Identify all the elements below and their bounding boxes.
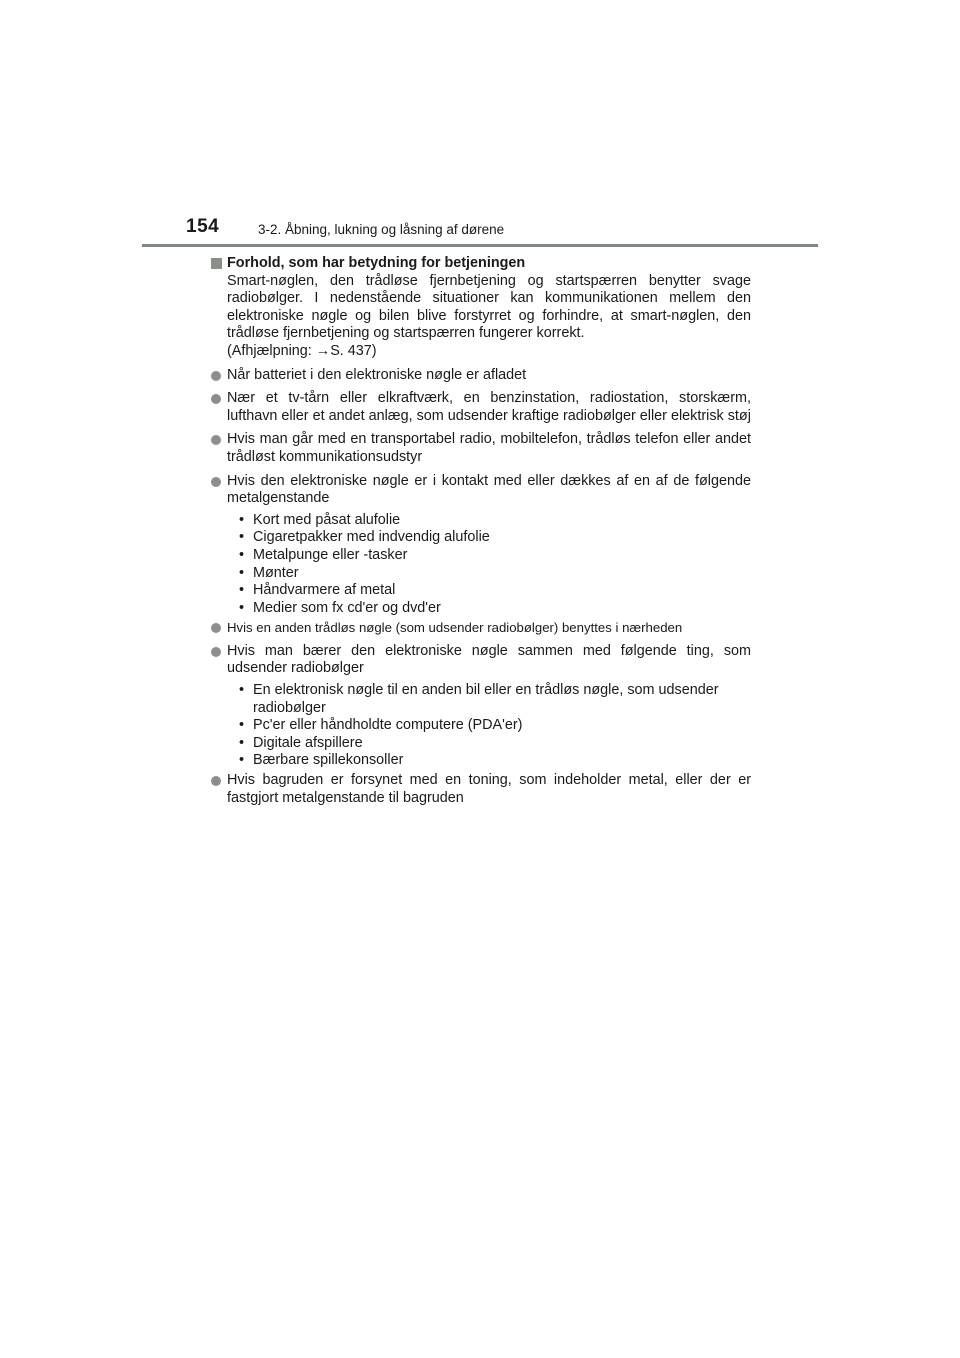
dot-icon: •	[239, 717, 245, 734]
list-item	[211, 772, 751, 807]
dot-icon: •	[239, 564, 245, 581]
intro-paragraph	[211, 273, 751, 361]
metal-objects-list	[211, 512, 751, 618]
content	[211, 255, 751, 807]
sub-list-item	[239, 582, 751, 600]
circle-bullet-icon	[211, 623, 221, 633]
dot-icon: •	[239, 752, 245, 769]
list-item-text: Hvis den elektroniske nøgle er i kontakt med eller dækkes af en af de følgende metalgenstande	[227, 472, 751, 507]
running-header: 3-2. Åbning, lukning og låsning af dørene	[258, 222, 505, 237]
list-item	[211, 619, 751, 637]
sub-list-item-text: En elektronisk nøgle til en anden bil eller en trådløs nøgle, som udsender radiobølger	[253, 682, 719, 716]
radio-objects-list	[211, 682, 751, 770]
sub-list-item-text: Mønter	[253, 564, 299, 581]
dot-icon: •	[239, 734, 245, 751]
circle-bullet-icon	[211, 394, 221, 404]
list-item-text: Hvis en anden trådløs nøgle (som udsender radiobølger) benyttes i nærheden	[227, 620, 683, 636]
sub-list-item-text: Kort med påsat alufolie	[253, 511, 401, 528]
list-item	[211, 390, 751, 425]
circle-bullet-icon	[211, 647, 221, 657]
list-item-text: Når batteriet i den elektroniske nøgle er afladet	[227, 366, 527, 383]
sub-list-item-text: Håndvarmere af metal	[253, 582, 396, 599]
square-bullet-icon	[211, 258, 222, 269]
circle-bullet-icon	[211, 477, 221, 487]
dot-icon: •	[239, 546, 245, 563]
sub-list-item	[239, 547, 751, 565]
list-item-text: Nær et tv-tårn eller elkraftværk, en benzinstation, radiostation, storskærm, lufthavn eller et andet anlæg, som udsender kraftige radiobølger eller elektrisk støj	[227, 390, 751, 424]
dot-icon: •	[239, 582, 245, 599]
sub-list-item	[239, 600, 751, 618]
list-item	[211, 643, 751, 678]
sub-list-item-text: Bærbare spillekonsoller	[253, 752, 404, 769]
sub-list-item	[239, 717, 751, 735]
sub-list-item-text: Digitale afspillere	[253, 734, 363, 751]
help-prefix: (Afhjælpning:	[227, 342, 316, 359]
dot-icon: •	[239, 511, 245, 528]
list-item-text: Hvis bagruden er forsynet med en toning, som indeholder metal, eller der er fastgjort metalgenstande til bagruden	[227, 772, 751, 806]
arrow-right-icon: →	[315, 342, 331, 359]
dot-icon: •	[239, 682, 245, 699]
circle-bullet-icon	[211, 776, 221, 786]
sub-list-item-text: Metalpunge eller -tasker	[253, 546, 408, 563]
sub-list-item	[239, 512, 751, 530]
help-page-reference[interactable]: S. 437)	[330, 342, 377, 359]
list-item-text: Hvis man bærer den elektroniske nøgle sammen med følgende ting, som udsender radiobølger	[227, 642, 751, 677]
circle-bullet-icon	[211, 371, 221, 381]
section-heading-text: Forhold, som har betydning for betjeningen	[227, 255, 526, 271]
dot-icon: •	[239, 529, 245, 546]
page-number: 154	[186, 216, 220, 237]
intro-text: Smart-nøglen, den trådløse fjernbetjening og startspærren benytter svage radiobølger. I nedenstående situationer kan kommunikationen mellem den elektroniske nøgle og bilen blive forstyrret og forhindre, at smart-nøglen, den trådløse fjernbetjening og startspærren fungerer korrekt.	[227, 272, 751, 342]
sub-list-item	[239, 735, 751, 753]
section-heading	[211, 255, 751, 273]
sub-list-item	[239, 752, 751, 770]
sub-list-item-text: Cigaretpakker med indvendig alufolie	[253, 529, 490, 546]
list-item	[211, 367, 751, 385]
sub-list-item-text: Medier som fx cd'er og dvd'er	[253, 599, 441, 616]
sub-list-item	[239, 682, 751, 717]
circle-bullet-icon	[211, 435, 221, 445]
sub-list-item	[239, 565, 751, 583]
list-item	[211, 473, 751, 508]
list-item	[211, 431, 751, 466]
dot-icon: •	[239, 599, 245, 616]
sub-list-item-text: Pc'er eller håndholdte computere (PDA'er)	[253, 717, 523, 734]
sub-list-item	[239, 529, 751, 547]
list-item-text: Hvis man går med en transportabel radio, mobiltelefon, trådløs telefon eller andet trådløst kommunikationsudstyr	[227, 431, 751, 465]
header-rule	[142, 244, 818, 247]
